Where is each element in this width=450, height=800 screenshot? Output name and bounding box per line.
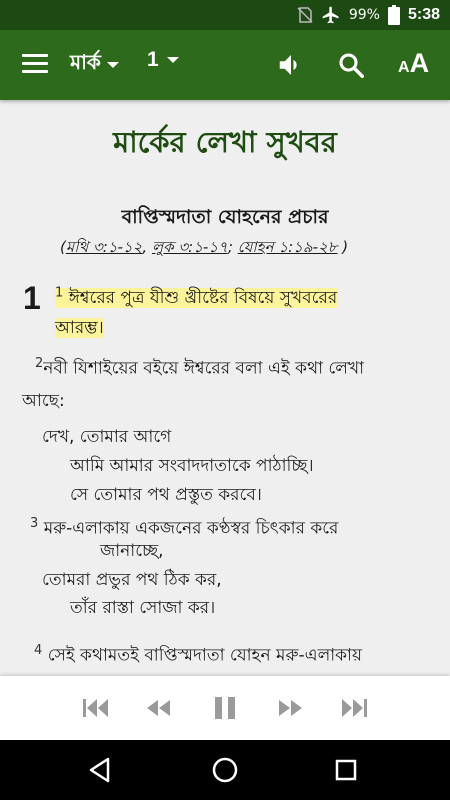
back-icon[interactable]: [84, 754, 116, 786]
text-size-icon[interactable]: [398, 48, 428, 78]
no-sim-icon: [297, 7, 313, 23]
ref-link-luke[interactable]: লুক ৩:১-১৭: [151, 238, 228, 256]
book-selector[interactable]: [70, 48, 119, 81]
skip-next-icon[interactable]: [338, 694, 370, 722]
system-nav-bar: [0, 740, 450, 800]
refs-sep: ,: [142, 238, 152, 256]
verse-text: ঈশ্বরের পুত্র যীশু খ্রীষ্টের বিষয়ে সুখবরের আরম্ভ।: [55, 287, 338, 338]
book-name: মার্ক: [70, 50, 101, 74]
poetry-line[interactable]: তাঁর রাস্তা সোজা কর।: [70, 598, 216, 618]
skip-previous-icon[interactable]: [80, 694, 112, 722]
verse-1[interactable]: [55, 278, 385, 343]
cross-references: [60, 236, 348, 261]
refs-close: ): [337, 238, 349, 256]
scripture-content[interactable]: [0, 100, 450, 676]
verse-2[interactable]: [22, 348, 432, 417]
airplane-mode-icon: [321, 5, 341, 25]
poetry-line[interactable]: তোমরা প্রভুর পথ ঠিক কর,: [42, 570, 222, 590]
poetry-line[interactable]: আমি আমার সংবাদদাতাকে পাঠাচ্ছি।: [70, 456, 314, 476]
chapter-selector[interactable]: [147, 48, 179, 72]
recents-icon[interactable]: [330, 754, 362, 786]
menu-icon[interactable]: [22, 54, 48, 74]
verse-number: 3: [30, 516, 39, 531]
refs-sep: ;: [227, 238, 238, 256]
verse-text: সেই কথামতই বাপ্তিস্মদাতা যোহন মরু-এলাকায়: [47, 645, 363, 666]
text-size-big-glyph: A: [409, 48, 430, 78]
verse-3[interactable]: [30, 509, 338, 544]
search-icon[interactable]: [336, 50, 366, 80]
section-heading: বাপ্তিস্মদাতা যোহনের প্রচার: [121, 206, 329, 228]
poetry-line[interactable]: দেখ, তোমার আগে: [42, 427, 172, 447]
app-bar: [0, 30, 450, 100]
battery-percent: 99%: [348, 7, 380, 23]
verse-number: 4: [34, 643, 43, 658]
poetry-line[interactable]: সে তোমার পথ প্রস্তুত করবে।: [70, 485, 262, 505]
ref-link-matthew[interactable]: মথি ৩:১-১২: [65, 238, 143, 256]
book-title: মার্কের লেখা সুখবর: [113, 125, 337, 159]
poetry-line: মরু-এলাকায় একজনের কণ্ঠস্বর চিৎকার করে: [43, 518, 339, 539]
refs-open: (: [60, 238, 66, 256]
ref-link-john[interactable]: যোহন ১:১৯-২৮: [237, 238, 338, 256]
pause-icon[interactable]: [209, 694, 241, 722]
status-icons: [297, 0, 440, 30]
poetry-line[interactable]: জানাচ্ছে,: [100, 541, 164, 561]
clock: 5:38: [407, 6, 440, 23]
fast-forward-icon[interactable]: [274, 694, 306, 722]
rewind-icon[interactable]: [143, 694, 175, 722]
audio-player-bar: [0, 676, 450, 740]
speaker-icon[interactable]: [276, 50, 306, 80]
chevron-down-icon: [107, 62, 119, 68]
chapter-number: 1: [147, 48, 159, 71]
verse-number: 1: [55, 285, 64, 300]
battery-icon: [388, 5, 400, 25]
verse-number: 2: [35, 356, 44, 371]
verse-text-line: আছে:: [22, 390, 65, 411]
verse-text-line: নবী যিশাইয়ের বইয়ে ঈশ্বরের বলা এই কথা লেখা: [43, 358, 365, 379]
home-icon[interactable]: [209, 754, 241, 786]
text-size-small-glyph: A: [398, 59, 410, 76]
chapter-heading-number: 1: [23, 280, 41, 316]
chevron-down-icon: [167, 57, 179, 63]
status-bar: [0, 0, 450, 30]
verse-4[interactable]: [34, 636, 362, 671]
